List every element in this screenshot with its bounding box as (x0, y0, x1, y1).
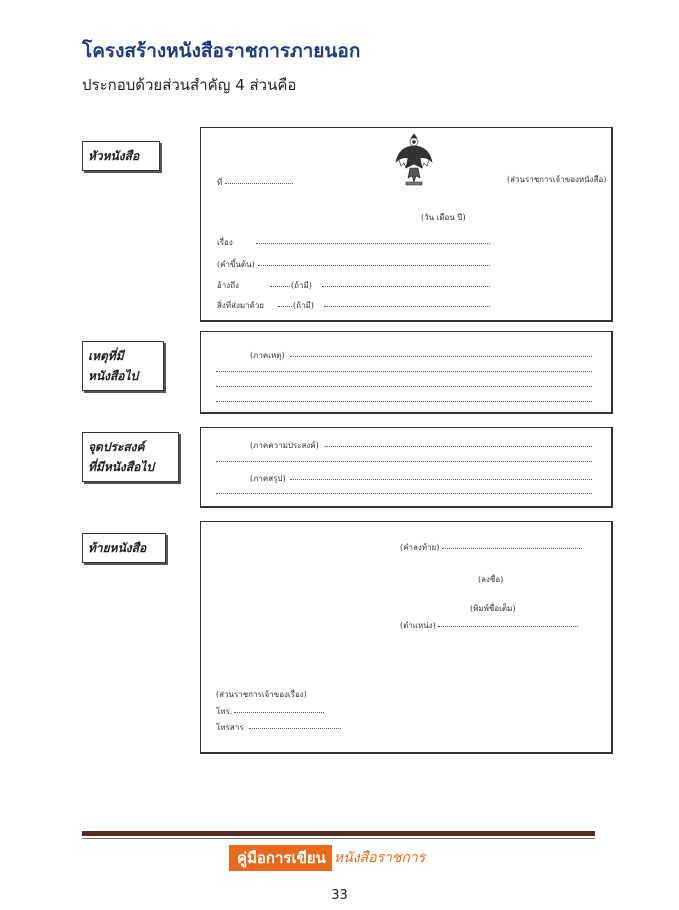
footer-rule-thin (82, 838, 595, 839)
summary-line-2 (216, 493, 592, 494)
intent-line-2 (216, 461, 592, 462)
reason-section-label: เหตุที่มี หนังสือไป (82, 341, 164, 391)
intent-label: (ภาคความประสงค์) (250, 441, 319, 450)
cause-label: (ภาคเหตุ) (250, 351, 285, 360)
end-section-label: ท้ายหนังสือ (82, 533, 166, 563)
head-section-label: หัวหนังสือ (82, 141, 160, 171)
fax-label: โทรสาร (216, 723, 244, 732)
page-number: 33 (331, 888, 348, 903)
doc-no-label: ที่ (217, 178, 223, 187)
intent-line-1 (325, 446, 592, 447)
page-subtitle: ประกอบด้วยส่วนสำคัญ 4 ส่วนคือ (82, 76, 297, 94)
cause-line-2 (216, 371, 592, 372)
tel-label: โทร. (216, 707, 233, 716)
page-title: โครงสร้างหนังสือราชการภายนอก (82, 40, 361, 62)
enclosure-line-a (278, 306, 292, 307)
purpose-section-label: จุดประสงค์ ที่มีหนังสือไป (82, 432, 179, 482)
summary-line-1 (290, 479, 592, 480)
closing-label: (คำลงท้าย) (400, 543, 440, 552)
position-label: (ตำแหน่ง) (400, 621, 436, 630)
subject-label: เรื่อง (217, 238, 233, 247)
doc-no-line (225, 183, 293, 184)
reference-line-a (270, 286, 290, 287)
signature-label: (ลงชื่อ) (478, 575, 504, 584)
cause-line-1 (290, 356, 592, 357)
tel-line (234, 712, 324, 713)
enclosure-line-b (324, 306, 490, 307)
banner-script-text: หนังสือราชการ (333, 850, 426, 866)
salutation-line (258, 265, 490, 266)
footer-rule (82, 831, 595, 836)
position-line (438, 626, 578, 627)
date-label: (วัน เดือน ปี) (421, 213, 466, 222)
agency-label: (ส่วนราชการเจ้าของหนังสือ) (507, 175, 607, 184)
owner-label: (ส่วนราชการเจ้าของเรื่อง) (216, 690, 307, 699)
cause-line-4 (216, 401, 592, 402)
cause-line-3 (216, 386, 592, 387)
reference-optional: (ถ้ามี) (291, 281, 312, 290)
enclosure-optional: (ถ้ามี) (293, 301, 314, 310)
closing-line (442, 548, 582, 549)
garuda-emblem-icon (394, 130, 434, 190)
footer-banner (229, 845, 425, 871)
salutation-label: (คำขึ้นต้น) (217, 260, 255, 269)
subject-line (256, 243, 490, 244)
reference-line-b (322, 286, 490, 287)
fax-line (249, 728, 341, 729)
enclosure-label: สิ่งที่ส่งมาด้วย (217, 301, 264, 310)
summary-label: (ภาคสรุป) (250, 474, 286, 483)
end-section-frame (200, 521, 613, 754)
full-name-label: (พิมพ์ชื่อเต็ม) (470, 604, 516, 613)
banner-main-text: คู่มือการเขียน (229, 845, 332, 871)
reference-label: อ้างถึง (217, 281, 239, 290)
